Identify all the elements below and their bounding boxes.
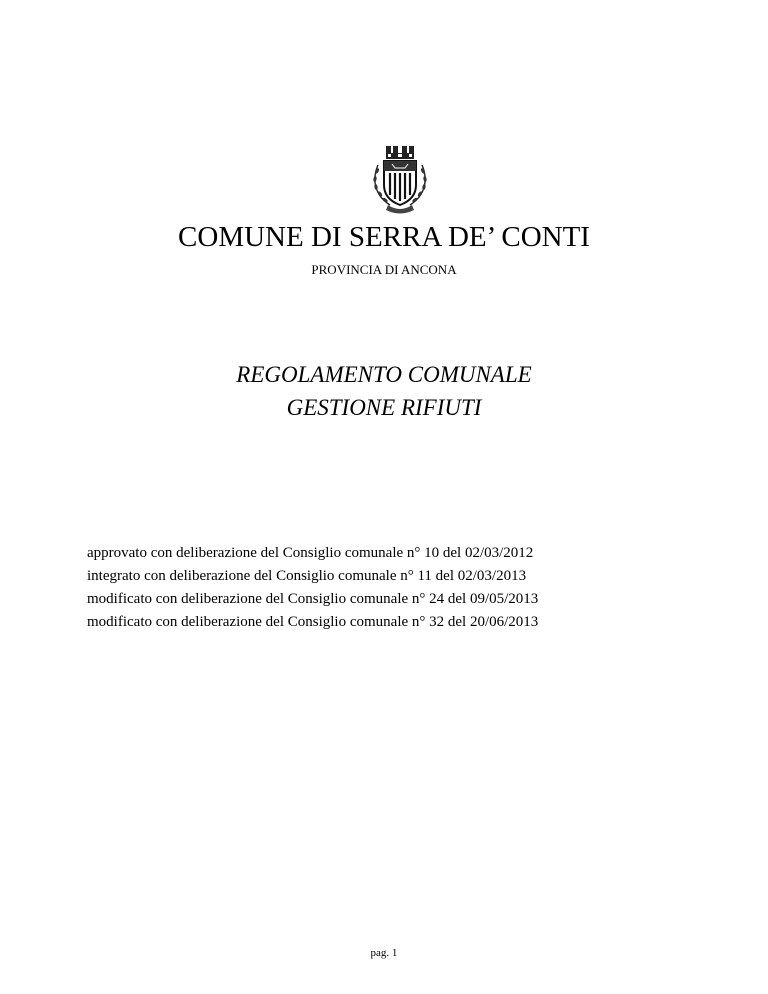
approval-history-item: modificato con deliberazione del Consiglio comunale n° 24 del 09/05/2013 (87, 591, 539, 607)
document-title-line-2: GESTIONE RIFIUTI (286, 395, 482, 420)
municipality-name: COMUNE DI SERRA DE’ CONTI (178, 221, 590, 253)
approval-history-item: approvato con deliberazione del Consiglio comunale n° 10 del 02/03/2012 (87, 545, 534, 561)
municipal-coat-of-arms-icon (368, 143, 432, 215)
document-title (0, 358, 768, 424)
approval-history-item: modificato con deliberazione del Consiglio comunale n° 32 del 20/06/2013 (87, 614, 539, 630)
province-name: PROVINCIA DI ANCONA (311, 262, 457, 277)
approval-history-list (87, 542, 538, 634)
page-number: pag. 1 (370, 947, 398, 959)
document-title-line-1: REGOLAMENTO COMUNALE (236, 362, 532, 387)
approval-history-item: integrato con deliberazione del Consiglio comunale n° 11 del 02/03/2013 (87, 568, 527, 584)
